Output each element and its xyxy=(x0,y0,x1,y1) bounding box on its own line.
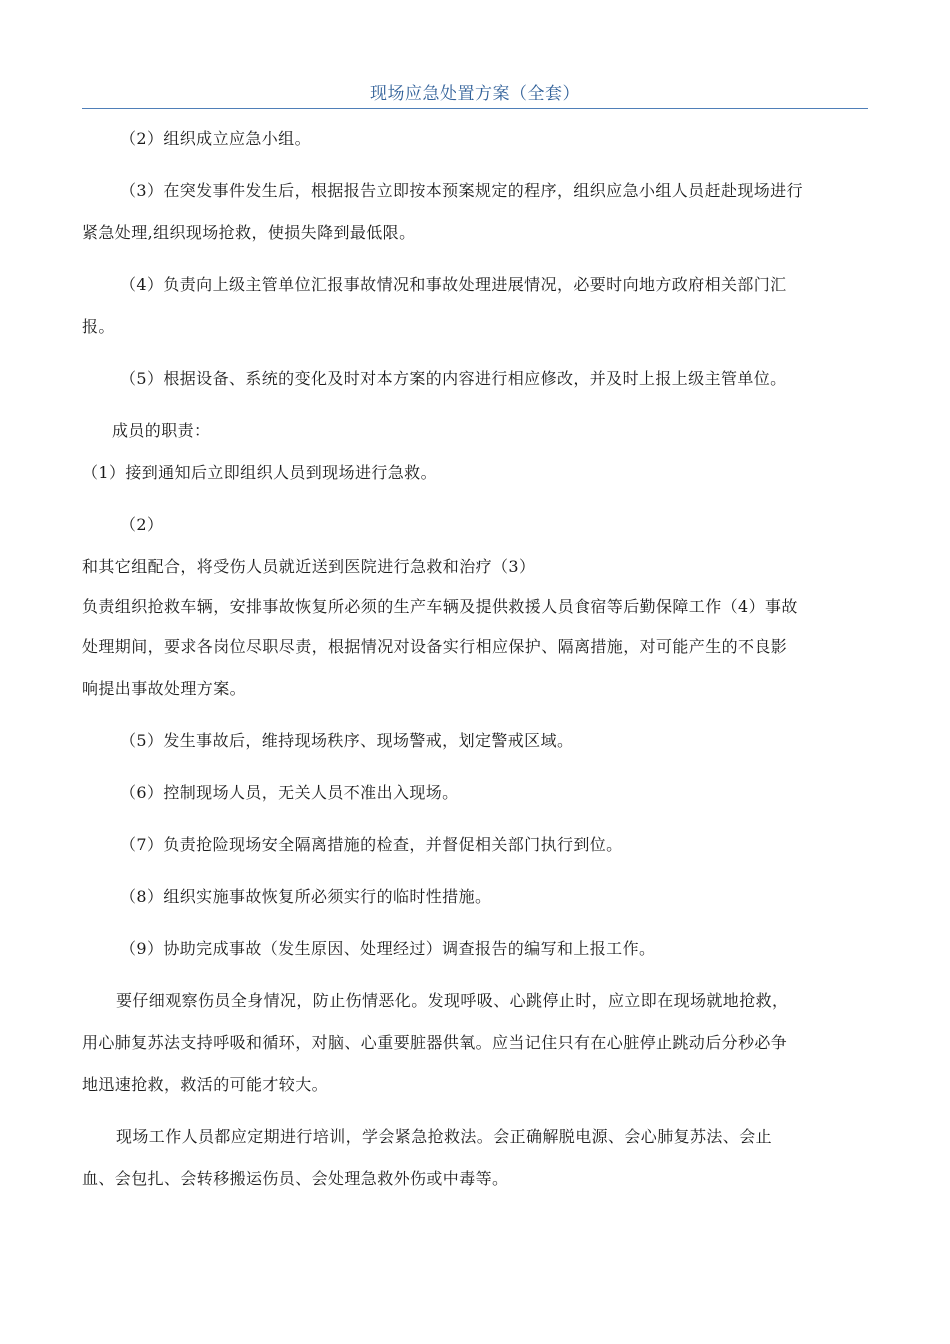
paragraph-line: 和其它组配合，将受伤人员就近送到医院进行急救和治疗（3） xyxy=(82,557,536,576)
paragraph-line: （5）根据设备、系统的变化及时对本方案的内容进行相应修改，并及时上报上级主管单位。 xyxy=(120,369,787,388)
paragraph-line: （3）在突发事件发生后，根据报告立即按本预案规定的程序，组织应急小组人员赶赴现场进行 xyxy=(120,181,803,200)
paragraph-line: （7）负责抢险现场安全隔离措施的检查，并督促相关部门执行到位。 xyxy=(120,835,623,854)
paragraph-line: 响提出事故处理方案。 xyxy=(82,679,247,698)
paragraph-line: （4）负责向上级主管单位汇报事故情况和事故处理进展情况，必要时向地方政府相关部门汇 xyxy=(120,275,787,294)
paragraph-line: 紧急处理,组织现场抢救，使损失降到最低限。 xyxy=(82,223,416,242)
paragraph-line: （8）组织实施事故恢复所必须实行的临时性措施。 xyxy=(120,887,492,906)
paragraph-line: 处理期间，要求各岗位尽职尽责，根据情况对设备实行相应保护、隔离措施，对可能产生的不良影 xyxy=(82,637,788,656)
paragraph-line: （5）发生事故后，维持现场秩序、现场警戒，划定警戒区域。 xyxy=(120,731,574,750)
section-heading: 成员的职责： xyxy=(112,421,211,440)
paragraph-line: 血、会包扎、会转移搬运伤员、会处理急救外伤或中毒等。 xyxy=(82,1169,509,1188)
paragraph-line: 要仔细观察伤员全身情况，防止伤情恶化。发现呼吸、心跳停止时，应立即在现场就地抢救， xyxy=(116,991,789,1010)
document-title: 现场应急处置方案（全套） xyxy=(370,84,580,104)
paragraph-line: 地迅速抢救，救活的可能才较大。 xyxy=(82,1075,329,1094)
paragraph-line: （2） xyxy=(120,515,164,534)
paragraph-line: 负责组织抢救车辆，安排事故恢复所必须的生产车辆及提供救援人员食宿等后勤保障工作（4）事故 xyxy=(82,597,798,616)
paragraph-line: （9）协助完成事故（发生原因、处理经过）调查报告的编写和上报工作。 xyxy=(120,939,656,958)
paragraph-line: 现场工作人员都应定期进行培训，学会紧急抢救法。会正确解脱电源、会心肺复苏法、会止 xyxy=(116,1127,773,1146)
paragraph-line: 用心肺复苏法支持呼吸和循环，对脑、心重要脏器供氧。应当记住只有在心脏停止跳动后分秒必争 xyxy=(82,1033,788,1052)
paragraph-line: 报。 xyxy=(82,317,115,336)
paragraph-line: （2）组织成立应急小组。 xyxy=(120,129,311,148)
paragraph-line: （1）接到通知后立即组织人员到现场进行急救。 xyxy=(82,463,437,482)
paragraph-line: （6）控制现场人员，无关人员不准出入现场。 xyxy=(120,783,459,802)
page-header xyxy=(82,84,868,109)
